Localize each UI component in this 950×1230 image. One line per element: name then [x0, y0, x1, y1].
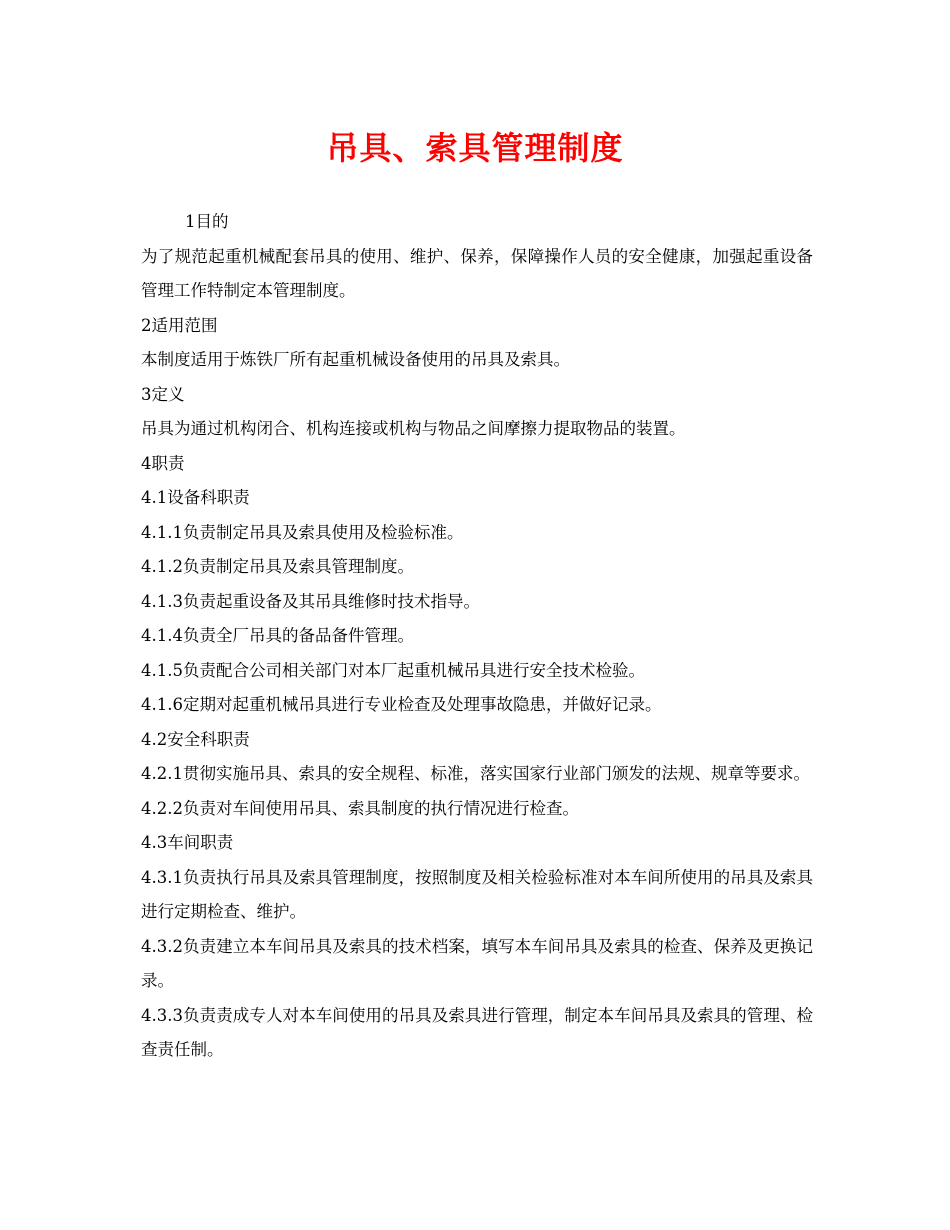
list-item: 4.2.1贯彻实施吊具、索具的安全规程、标准，落实国家行业部门颁发的法规、规章等要求。 [141, 764, 810, 783]
list-item: 4.3.1负责执行吊具及索具管理制度，按照制度及相关检验标准对本车间所使用的吊具及索具进行定期检查、维护。 [141, 867, 813, 921]
list-item: 4.3.2负责建立本车间吊具及索具的技术档案，填写本车间吊具及索具的检查、保养及更换记录。 [141, 936, 813, 990]
subsection-heading-equipment-dept: 4.1设备科职责 [141, 488, 250, 507]
list-item: 4.1.5负责配合公司相关部门对本厂起重机械吊具进行安全技术检验。 [141, 660, 645, 680]
paragraph-scope: 本制度适用于炼铁厂所有起重机械设备使用的吊具及索具。 [141, 350, 570, 369]
paragraph-definition: 吊具为通过机构闭合、机构连接或机构与物品之间摩擦力提取物品的装置。 [141, 419, 686, 438]
list-item: 4.1.2负责制定吊具及索具管理制度。 [141, 557, 414, 576]
document-title: 吊具、索具管理制度 [326, 129, 624, 167]
list-item: 4.2.2负责对车间使用吊具、索具制度的执行情况进行检查。 [141, 798, 579, 818]
subsection-heading-workshop: 4.3车间职责 [141, 833, 234, 852]
list-item: 4.1.3负责起重设备及其吊具维修时技术指导。 [141, 591, 480, 611]
list-item: 4.3.3负责责成专人对本车间使用的吊具及索具进行管理，制定本车间吊具及索具的管理、检查责任制。 [141, 1005, 813, 1059]
list-item: 4.1.4负责全厂吊具的备品备件管理。 [141, 626, 414, 645]
list-item: 4.1.1负责制定吊具及索具使用及检验标准。 [141, 522, 464, 542]
section-heading-scope: 2适用范围 [141, 315, 218, 335]
section-heading-definition: 3定义 [141, 384, 185, 404]
section-heading-purpose: 1目的 [185, 212, 229, 231]
subsection-heading-safety-dept: 4.2安全科职责 [141, 729, 250, 749]
list-item: 4.1.6定期对起重机械吊具进行专业检查及处理事故隐患，并做好记录。 [141, 695, 662, 714]
paragraph-purpose: 为了规范起重机械配套吊具的使用、维护、保养，保障操作人员的安全健康，加强起重设备管理工作特制定本管理制度。 [141, 246, 813, 300]
section-heading-responsibilities: 4职责 [141, 453, 185, 473]
document-body [141, 205, 813, 1068]
